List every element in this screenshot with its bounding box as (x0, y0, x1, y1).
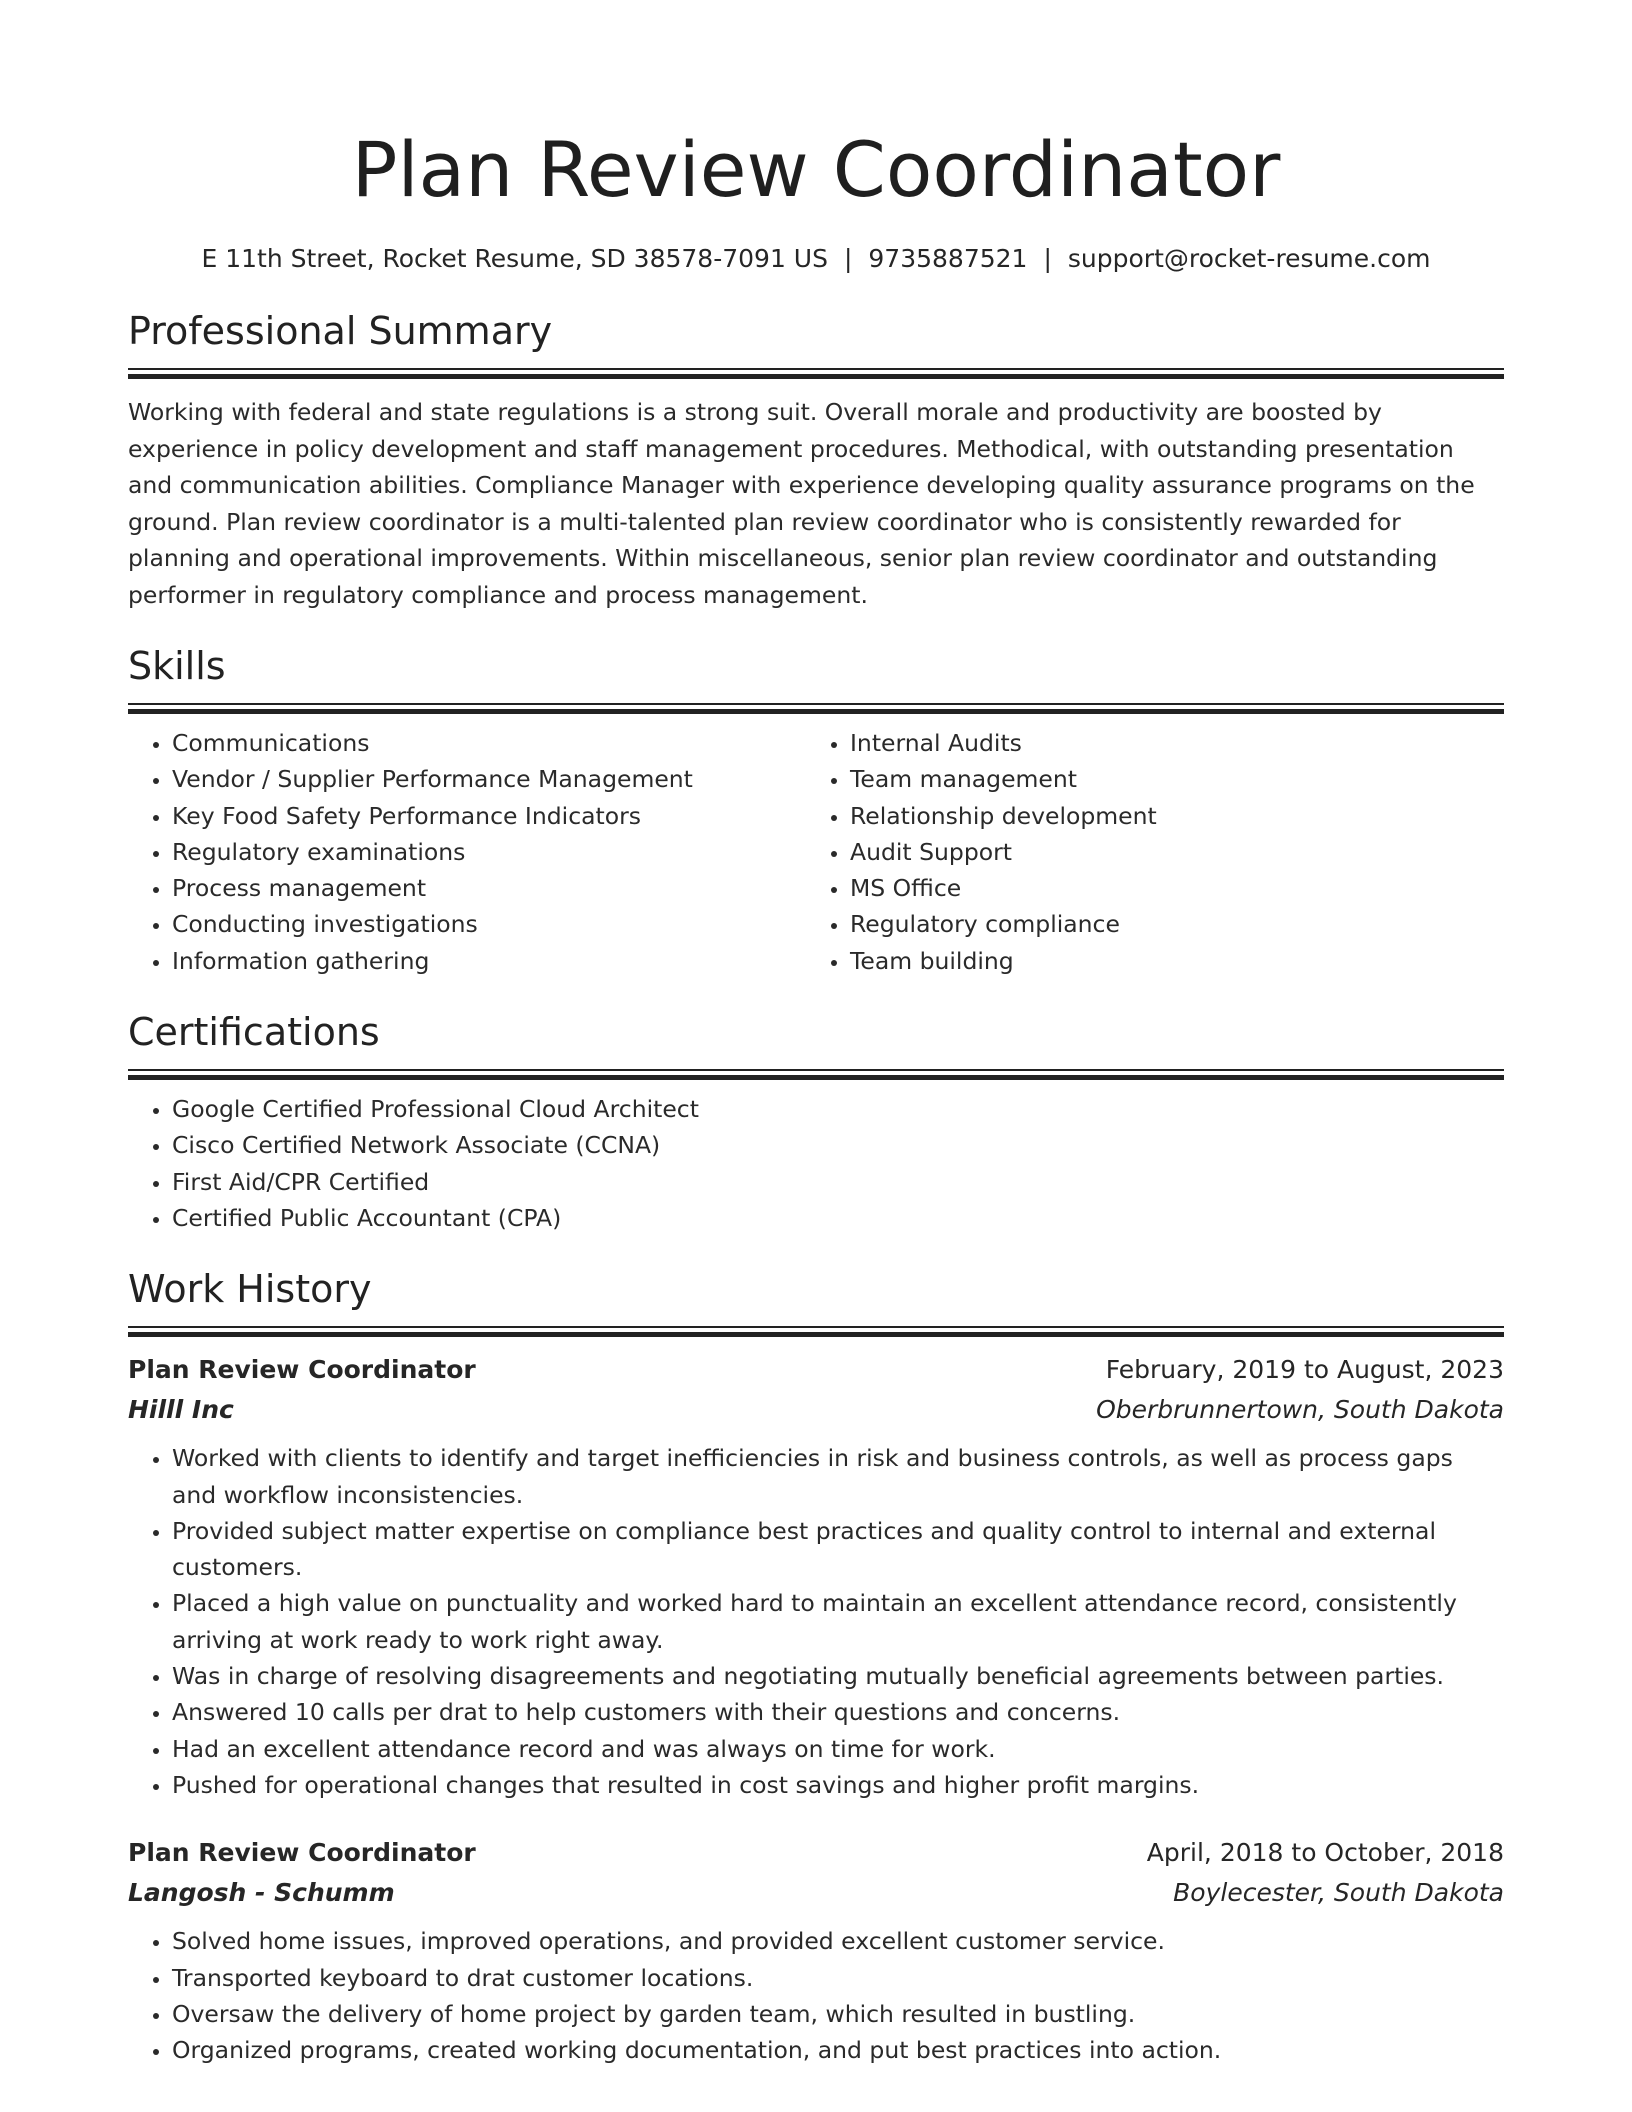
job-bullet: • Solved home issues, improved operations, and provided excellent customer service. (172, 1923, 1504, 1959)
skill-item: • Regulatory examinations (172, 834, 806, 870)
skill-item: • Relationship development (850, 798, 1484, 834)
job-bullet: • Transported keyboard to drat customer locations. (172, 1960, 1504, 1996)
contact-line (128, 242, 1504, 276)
certification-item: • Certified Public Accountant (CPA) (172, 1200, 1504, 1236)
skills-section (128, 641, 1504, 979)
job-bullet: • Worked with clients to identify and target inefficiencies in risk and business controls, as well as process gaps and workflow inconsistencies. (172, 1440, 1504, 1513)
job-location: Boylecester, South Dakota (1173, 1878, 1504, 1908)
skill-item: • Conducting investigations (172, 906, 806, 942)
skill-item: • Key Food Safety Performance Indicators (172, 798, 806, 834)
summary-section (128, 306, 1504, 613)
certifications-section (128, 1007, 1504, 1236)
job-bullet: • Organized programs, created working documentation, and put best practices into action. (172, 2032, 1504, 2068)
job-title: Plan Review Coordinator (128, 1355, 476, 1385)
work-history-section (128, 1264, 1504, 2068)
job-dates: April, 2018 to October, 2018 (1146, 1838, 1504, 1868)
job-entry (128, 1833, 1504, 2068)
section-rule (128, 368, 1504, 378)
skill-item: • Internal Audits (850, 725, 1484, 761)
certifications-list (128, 1091, 1504, 1236)
job-bullet: • Pushed for operational changes that resulted in cost savings and higher profit margins. (172, 1767, 1504, 1803)
section-title-work-history: Work History (128, 1267, 372, 1312)
section-rule (128, 1069, 1504, 1079)
contact-email: support@rocket-resume.com (1067, 244, 1431, 273)
job-bullet: • Answered 10 calls per drat to help customers with their questions and concerns. (172, 1694, 1504, 1730)
contact-separator: | (1043, 244, 1052, 273)
skills-column-right (806, 725, 1484, 979)
job-header (128, 1350, 1504, 1390)
skill-item: • Communications (172, 725, 806, 761)
job-company: Hilll Inc (128, 1395, 234, 1425)
job-bullets (128, 1440, 1504, 1803)
certification-item: • Google Certified Professional Cloud Architect (172, 1091, 1504, 1127)
section-title-certifications: Certifications (128, 1010, 380, 1055)
skill-item: • Team management (850, 761, 1484, 797)
job-dates: February, 2019 to August, 2023 (1105, 1355, 1504, 1385)
job-entry (128, 1350, 1504, 1803)
certification-item: • First Aid/CPR Certified (172, 1164, 1504, 1200)
job-bullets (128, 1923, 1504, 2068)
skills-column-left (128, 725, 806, 979)
contact-address: E 11th Street, Rocket Resume, SD 38578-7091 US (201, 244, 828, 273)
section-rule (128, 1326, 1504, 1336)
section-title-skills: Skills (128, 644, 226, 688)
resume-name: Plan Review Coordinator (351, 125, 1281, 214)
job-subheader (128, 1873, 1504, 1913)
job-subheader (128, 1390, 1504, 1430)
job-bullet: • Was in charge of resolving disagreements and negotiating mutually beneficial agreements between parties. (172, 1658, 1504, 1694)
certification-item: • Cisco Certified Network Associate (CCNA) (172, 1127, 1504, 1163)
job-location: Oberbrunnertown, South Dakota (1096, 1395, 1504, 1425)
skill-item: • Audit Support (850, 834, 1484, 870)
summary-text: Working with federal and state regulations is a strong suit. Overall morale and productivity are boosted by experience in policy development and staff management procedures. Methodical, with outstanding presentation and communication abilities. Compliance Manager with experience developing quality assurance programs on the ground. Plan review coordinator is a multi-talented plan review coordinator who is consistently rewarded for planning and operational improvements. Within miscellaneous, senior plan review coordinator and outstanding performer in regulatory compliance and process management. (128, 398, 1475, 609)
job-bullet: • Oversaw the delivery of home project by garden team, which resulted in bustling. (172, 1996, 1504, 2032)
resume-page (128, 0, 1504, 2068)
section-title-summary: Professional Summary (128, 309, 553, 353)
job-bullet: • Had an excellent attendance record and was always on time for work. (172, 1731, 1504, 1767)
contact-phone: 9735887521 (868, 244, 1028, 273)
skill-item: • Regulatory compliance (850, 906, 1484, 942)
contact-separator: | (843, 244, 853, 273)
skill-item: • Information gathering (172, 943, 806, 979)
skill-item: • Process management (172, 870, 806, 906)
skill-item: • MS Office (850, 870, 1484, 906)
job-header (128, 1833, 1504, 1873)
job-title: Plan Review Coordinator (128, 1838, 476, 1868)
job-company: Langosh - Schumm (128, 1878, 395, 1908)
skills-columns (128, 725, 1504, 979)
skill-item: • Vendor / Supplier Performance Management (172, 761, 806, 797)
skill-item: • Team building (850, 943, 1484, 979)
job-bullet: • Placed a high value on punctuality and worked hard to maintain an excellent attendance record, consistently arriving at work ready to work right away. (172, 1585, 1504, 1658)
job-bullet: • Provided subject matter expertise on compliance best practices and quality control to internal and external customers. (172, 1513, 1504, 1586)
section-rule (128, 703, 1504, 713)
